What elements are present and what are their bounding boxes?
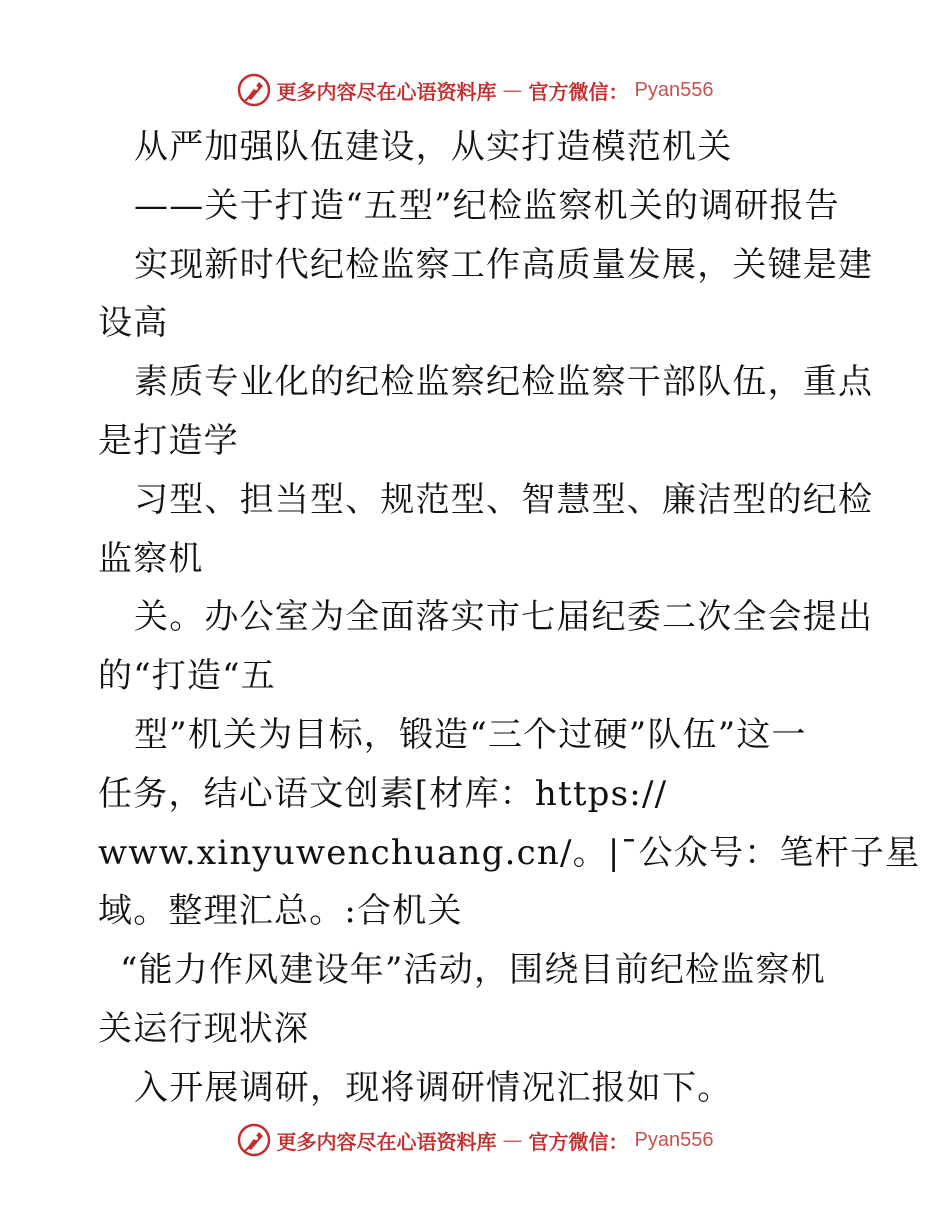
banner-wechat-id: Pyan556 [634,78,714,101]
text-line: 素质专业化的纪检监察纪检监察干部队伍，重点 [134,362,874,403]
banner-wechat-label: 官方微信： [528,1129,629,1154]
text-line: 是打造学 [98,420,239,461]
text-line: 关运行现状深 [98,1008,310,1049]
document-body [98,118,921,1118]
text-line: 任务，结心语文创素[材库：https:// [98,773,668,814]
banner-separator: — [502,78,523,102]
banner-separator: — [502,1128,523,1152]
text-line: 入开展调研，现将调研情况汇报如下。 [134,1067,733,1108]
text-line: 实现新时代纪检监察工作高质量发展，关键是建 [134,244,874,285]
text-line: 监察机 [98,538,204,579]
text-line: 型”机关为目标，锻造“三个过硬”队伍”这一 [134,714,807,755]
text-line: 习型、担当型、规范型、智慧型、廉洁型的纪检 [134,479,874,520]
text-line: “能力作风建设年”活动，围绕目前纪检监察机 [120,950,826,991]
banner-wechat-label: 官方微信： [528,79,629,104]
document-title: 从严加强队伍建设，从实打造模范机关 [134,127,733,167]
text-line: 的“打造“五 [98,656,276,697]
text-line: 关。办公室为全面落实市七届纪委二次全会提出 [134,597,874,638]
document-subtitle: ——关于打造“五型”纪检监察机关的调研报告 [134,185,840,226]
pen-nib-logo-icon [237,73,271,107]
text-line-url: www.xinyuwenchuang.cn/。|¯公众号：笔杆子星 [98,832,921,873]
header-banner [0,70,950,110]
text-line: 域。整理汇总。:合机关 [98,891,463,932]
banner-wechat-id: Pyan556 [634,1128,714,1151]
banner-title: 更多内容尽在心语资料库 [276,1129,497,1154]
text-line: 设高 [98,303,169,344]
footer-banner [0,1120,950,1160]
banner-title: 更多内容尽在心语资料库 [276,79,497,104]
pen-nib-logo-icon [237,1123,271,1157]
